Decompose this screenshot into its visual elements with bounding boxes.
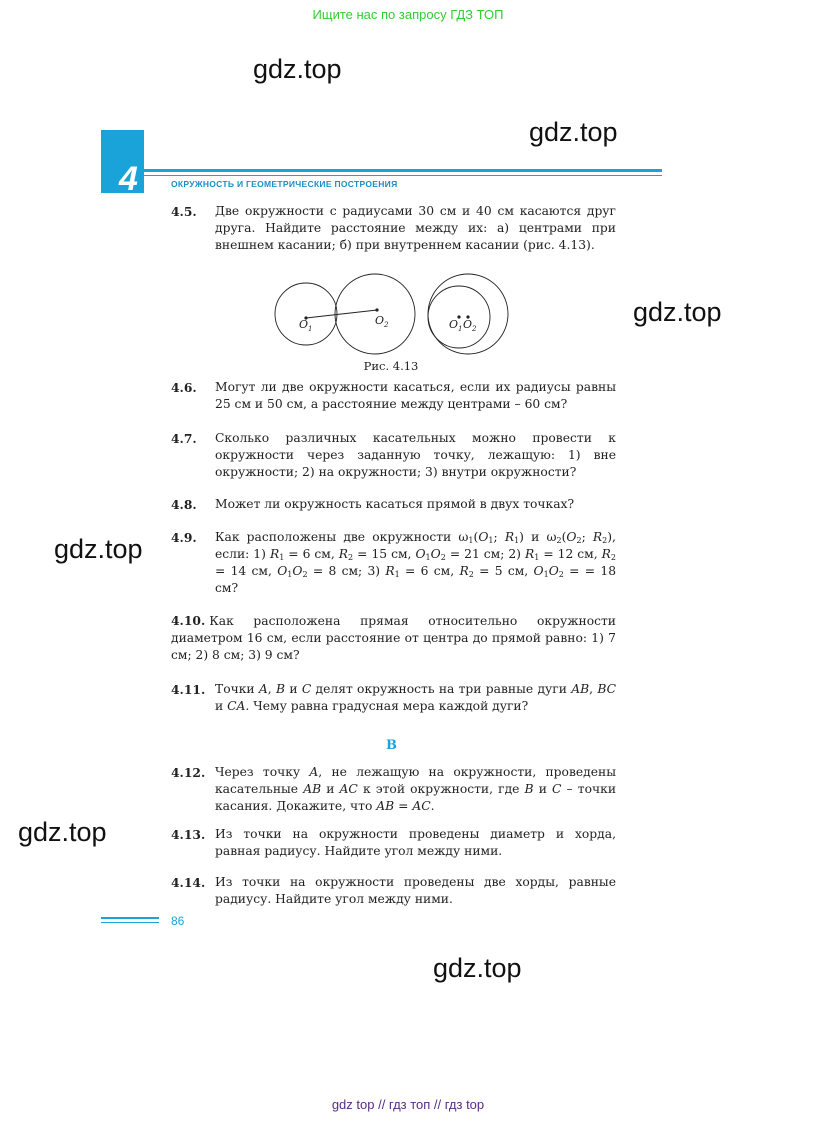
page-number: 86 — [171, 914, 185, 928]
problem-text: Точки A, B и C делят окружность на три равные дуги AB, BC и CA. Чему равна градусная мера каждой дуги? — [215, 682, 617, 713]
circle-o1 — [275, 283, 337, 345]
problem-number: 4.8. — [171, 497, 197, 512]
header-rule-thin — [144, 175, 662, 176]
problem-number: 4.11. — [171, 682, 206, 697]
section-letter: B — [386, 738, 397, 753]
problem-number: 4.10. — [171, 613, 206, 628]
chapter-title: ОКРУЖНОСТЬ И ГЕОМЕТРИЧЕСКИЕ ПОСТРОЕНИЯ — [171, 179, 398, 189]
header-link[interactable]: Ищите нас по запросу ГДЗ ТОП — [312, 7, 504, 22]
footer-rule-thin — [101, 922, 159, 923]
problem-4-8 — [171, 496, 616, 513]
problem-text: Из точки на окружности проведены две хорды, равные радиусу. Найдите угол между ними. — [215, 875, 616, 906]
problem-4-5 — [171, 203, 616, 254]
watermark: gdz.top — [54, 534, 143, 564]
header-rule — [144, 169, 662, 172]
problem-number: 4.13. — [171, 827, 206, 842]
problem-number: 4.12. — [171, 765, 206, 780]
problem-number: 4.7. — [171, 431, 197, 446]
problem-4-10 — [171, 612, 616, 664]
label-o2-inner: $O_2$ — [463, 318, 477, 333]
problem-number: 4.14. — [171, 875, 206, 890]
problem-4-12 — [171, 764, 616, 815]
watermark: gdz.top — [18, 817, 107, 847]
label-o1: $O_1$ — [299, 318, 313, 333]
problem-4-13 — [171, 826, 616, 860]
label-o1-inner: $O_1$ — [449, 318, 463, 333]
footer-rule — [101, 917, 159, 919]
problem-text: Через точку A, не лежащую на окружности, проведены касательные AB и AC к этой окружности, где B и C – точки касания. Докажите, что AB = AC. — [215, 765, 617, 813]
problem-4-6 — [171, 379, 616, 413]
problem-4-7 — [171, 430, 616, 481]
problem-number: 4.5. — [171, 204, 197, 219]
chapter-number: 4 — [119, 160, 138, 198]
problem-text: Могут ли две окружности касаться, если их радиусы равны 25 см и 50 см, а расстояние между центрами – 60 см? — [215, 380, 616, 411]
problem-4-14 — [171, 874, 616, 908]
problem-4-11 — [171, 681, 616, 715]
problem-4-9 — [171, 529, 616, 597]
watermark: gdz.top — [433, 953, 522, 983]
problem-number: 4.9. — [171, 530, 197, 545]
figure-caption: Рис. 4.13 — [363, 359, 419, 373]
problem-text: Сколько различных касательных можно провести к окружности через заданную точку, лежащую: 1) вне окружности; 2) на окружности; 3) внутри окружности? — [215, 431, 616, 479]
problem-text: Как расположена прямая относительно окружности диаметром 16 см, если расстояние от центра до прямой равно: 1) 7 см; 2) 8 см; 3) 9 см? — [171, 614, 616, 662]
problem-number: 4.6. — [171, 380, 197, 395]
problem-text: Две окружности с радиусами 30 см и 40 см касаются друг друга. Найдите расстояние между их: а) центрами при внешнем касании; б) при внутреннем касании (рис. 4.13). — [215, 204, 616, 252]
problem-text: Как расположены две окружности $\omega_1(O_1$; $R_1$) и $\omega_2(O_2$; $R_2$), если: 1) $R_1 = 6$ см, $R_2 = 15$ см, $O_1O_2 = 21$ см; 2) $R_1 = 12$ см, $R_2 = 14$ см, $O_1O_2 = 8$ см; 3) $R_1 = 6$ см, $R_2 = 5$ см, $O_1O_2$ = = 18 см? — [215, 530, 617, 595]
footer-link[interactable]: gdz top // гдз топ // гдз top — [331, 1097, 485, 1112]
problem-text: Из точки на окружности проведены диаметр и хорда, равная радиусу. Найдите угол между ними. — [215, 827, 616, 858]
watermark: gdz.top — [253, 54, 342, 84]
label-o2: $O_2$ — [375, 314, 389, 329]
figure-4-13 — [270, 272, 520, 360]
watermark: gdz.top — [633, 297, 722, 327]
center-o2-point — [375, 308, 378, 311]
watermark: gdz.top — [529, 117, 618, 147]
problem-text: Может ли окружность касаться прямой в двух точках? — [215, 497, 575, 511]
center-line — [306, 310, 377, 318]
